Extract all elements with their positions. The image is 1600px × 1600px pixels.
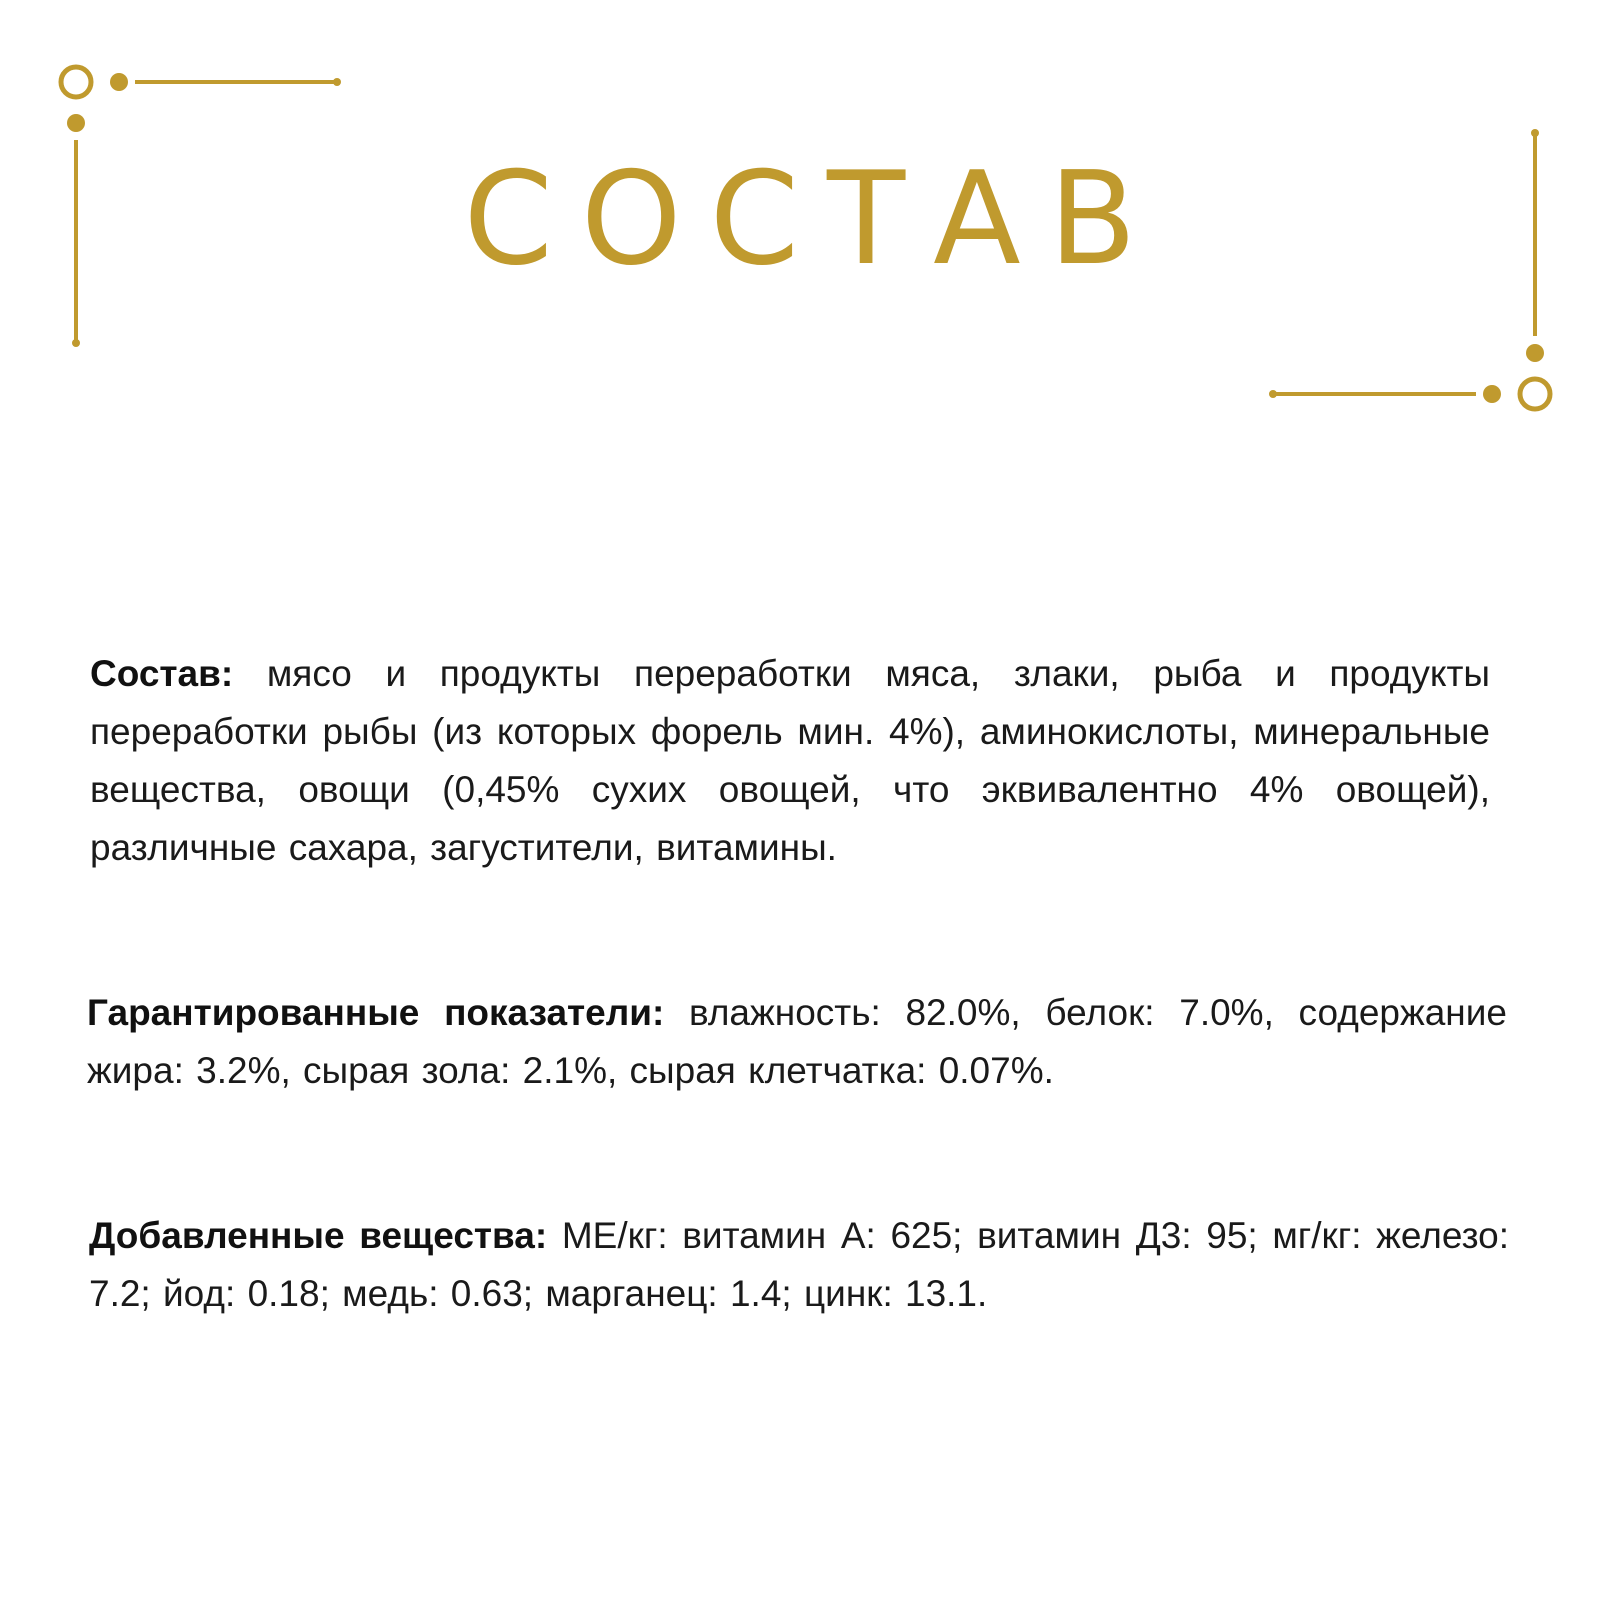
dot-icon xyxy=(72,339,80,347)
dot-icon xyxy=(1526,344,1544,362)
additives-paragraph xyxy=(89,1207,1509,1323)
page-title: СОСТАВ xyxy=(463,145,1165,294)
dot-icon xyxy=(110,73,128,91)
dot-icon xyxy=(333,78,341,86)
guaranteed-values-paragraph xyxy=(87,984,1507,1100)
dot-icon xyxy=(67,114,85,132)
guaranteed-values-label: Гарантированные показатели: xyxy=(87,992,665,1033)
dot-icon xyxy=(1531,129,1539,137)
dot-icon xyxy=(1483,385,1501,403)
ring-icon xyxy=(1520,379,1550,409)
additives-text: МЕ/кг: витамин А: 625; витамин Д3: 95; мг/кг: железо: 7.2; йод: 0.18; медь: 0.63; марганец: 1.4; цинк: 13.1. xyxy=(89,1215,1510,1314)
composition-label: Состав: xyxy=(90,653,234,694)
additives-label: Добавленные вещества: xyxy=(89,1215,548,1256)
composition-text: мясо и продукты переработки мяса, злаки, рыба и продукты переработки рыбы (из которых форель мин. 4%), аминокислоты, минеральные вещества, овощи (0,45% сухих овощей, что эквивалентно 4% овощей), различные сахара, загустители, витамины. xyxy=(90,653,1491,868)
ring-icon xyxy=(61,67,91,97)
composition-paragraph xyxy=(90,645,1490,877)
guaranteed-values-text: влажность: 82.0%, белок: 7.0%, содержание жира: 3.2%, сырая зола: 2.1%, сырая клетчатка: 0.07%. xyxy=(87,992,1507,1091)
dot-icon xyxy=(1269,390,1277,398)
